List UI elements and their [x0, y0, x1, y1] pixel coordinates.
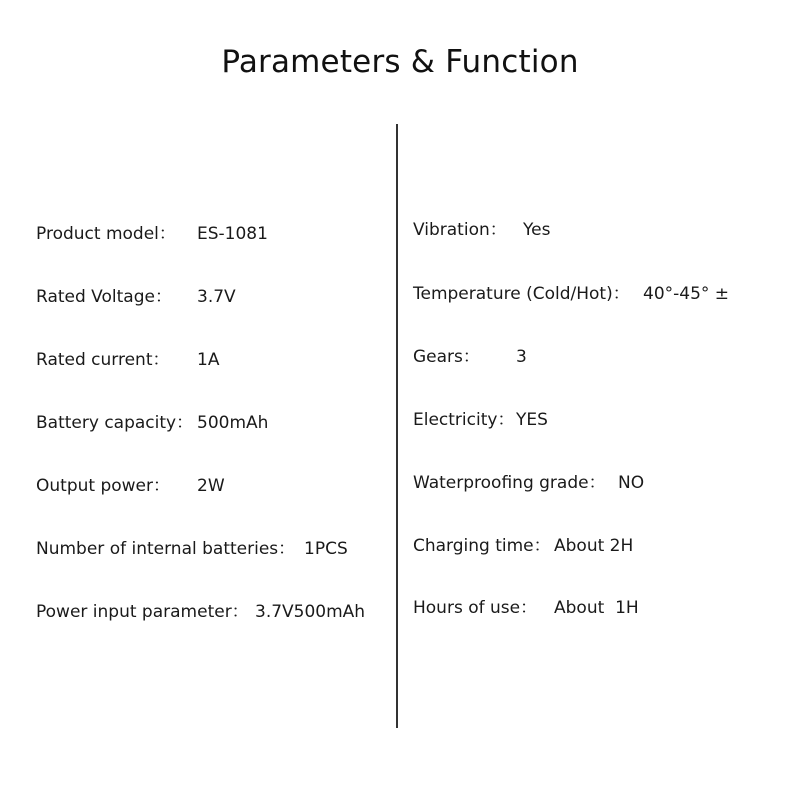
spec-value: 2W: [197, 476, 225, 496]
spec-row-power-input: [36, 602, 366, 622]
spec-value: 3: [516, 347, 527, 367]
spec-row-internal-batteries: [36, 539, 348, 559]
spec-label: Electricity：: [413, 410, 515, 430]
spec-row-waterproofing: [413, 473, 645, 493]
spec-value: 500mAh: [197, 413, 269, 433]
spec-label: Gears：: [413, 347, 480, 367]
spec-value: About 1H: [554, 598, 639, 618]
spec-value: ES-1081: [197, 224, 268, 244]
spec-row-hours-of-use: [413, 598, 639, 618]
spec-value: Yes: [523, 220, 551, 240]
spec-value: 3.7V: [197, 287, 236, 307]
column-divider: [396, 124, 398, 728]
spec-label: Number of internal batteries：: [36, 539, 296, 559]
page-title: Parameters & Function: [221, 44, 579, 80]
spec-row-output-power: [36, 476, 225, 496]
spec-row-charging-time: [413, 536, 634, 556]
spec-value: 40°-45° ±: [643, 284, 730, 304]
spec-row-gears: [413, 347, 527, 367]
spec-row-temperature: [413, 284, 730, 304]
spec-label: Battery capacity：: [36, 413, 194, 433]
spec-label: Product model：: [36, 224, 176, 244]
spec-row-rated-current: [36, 350, 220, 370]
spec-value: 1A: [197, 350, 220, 370]
spec-label: Rated Voltage：: [36, 287, 172, 307]
spec-label: Charging time：: [413, 536, 551, 556]
spec-value: 3.7V500mAh: [255, 602, 366, 622]
spec-label: Temperature (Cold/Hot)：: [413, 284, 630, 304]
spec-row-battery-capacity: [36, 413, 269, 433]
spec-label: Waterproofing grade：: [413, 473, 606, 493]
spec-label: Vibration：: [413, 220, 507, 240]
spec-value: YES: [516, 410, 548, 430]
spec-label: Hours of use：: [413, 598, 538, 618]
spec-value: About 2H: [554, 536, 634, 556]
spec-row-product-model: [36, 224, 268, 244]
spec-label: Rated current：: [36, 350, 170, 370]
spec-row-electricity: [413, 410, 548, 430]
spec-label: Power input parameter：: [36, 602, 249, 622]
spec-label: Output power：: [36, 476, 170, 496]
spec-value: NO: [618, 473, 645, 493]
spec-row-vibration: [413, 220, 551, 240]
spec-row-rated-voltage: [36, 287, 236, 307]
spec-value: 1PCS: [304, 539, 348, 559]
